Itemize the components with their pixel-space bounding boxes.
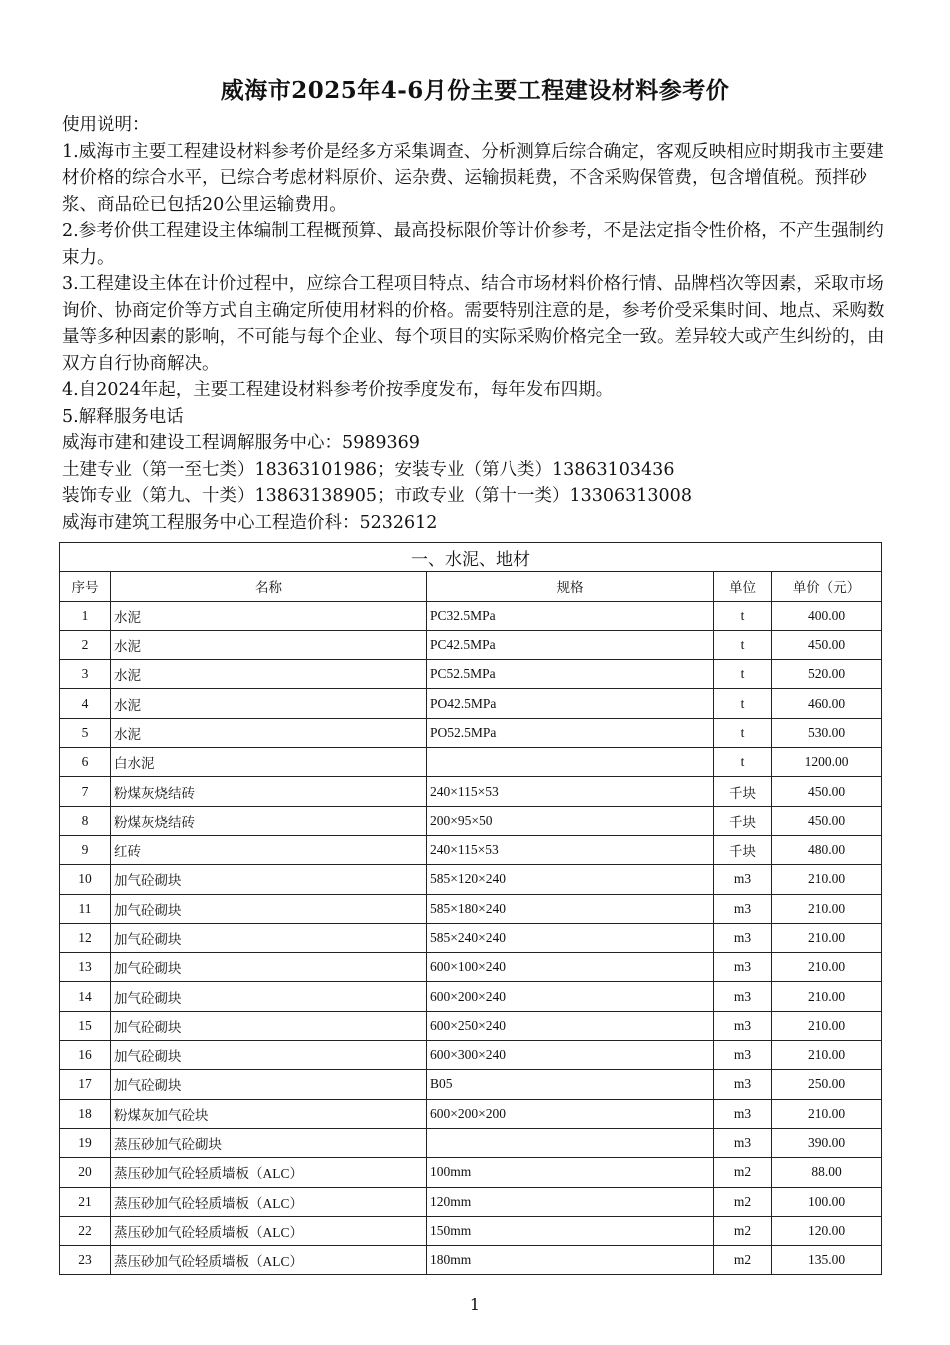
cell-spec: 600×100×240 (427, 953, 714, 982)
cell-no: 1 (60, 601, 111, 630)
table-row (60, 953, 882, 982)
cell-spec: 585×240×240 (427, 923, 714, 952)
cell-no: 18 (60, 1099, 111, 1128)
cell-spec: 600×300×240 (427, 1041, 714, 1070)
cell-name: 加气砼砌块 (111, 1011, 427, 1040)
cell-unit: m3 (714, 1070, 772, 1099)
table-row (60, 1099, 882, 1128)
section-title: 一、水泥、地材 (60, 543, 882, 572)
cell-name: 加气砼砌块 (111, 894, 427, 923)
cell-no: 16 (60, 1041, 111, 1070)
cell-name: 粉煤灰加气砼块 (111, 1099, 427, 1128)
section-header-row (60, 543, 882, 572)
cell-price: 210.00 (772, 865, 882, 894)
column-header-unit: 单位 (714, 572, 772, 601)
cell-unit: t (714, 630, 772, 659)
cell-unit: t (714, 689, 772, 718)
cell-unit: m3 (714, 1128, 772, 1157)
contact-line: 装饰专业（第九、十类）13863138905；市政专业（第十一类）13306313008 (62, 486, 692, 506)
cell-spec: PC32.5MPa (427, 601, 714, 630)
cell-name: 加气砼砌块 (111, 1041, 427, 1070)
cell-price: 390.00 (772, 1128, 882, 1157)
cell-spec: 600×200×240 (427, 982, 714, 1011)
cell-unit: m3 (714, 923, 772, 952)
contact-line: 威海市建和建设工程调解服务中心：5989369 (62, 433, 420, 453)
table-row (60, 894, 882, 923)
column-header-spec: 规格 (427, 572, 714, 601)
note-3: 3.工程建设主体在计价过程中，应综合工程项目特点、结合市场材料价格行情、品牌档次等因素，采取市场询价、协商定价等方式自主确定所使用材料的价格。需要特别注意的是，参考价受采集时间、地点、采购数量等多种因素的影响，不可能与每个企业、每个项目的实际采购价格完全一致。差异较大或产生纠纷的，由双方自行协商解决。 (62, 274, 885, 374)
cell-price: 450.00 (772, 777, 882, 806)
cell-name: 蒸压砂加气砼砌块 (111, 1128, 427, 1157)
cell-unit: t (714, 601, 772, 630)
table-row (60, 689, 882, 718)
cell-spec: 100mm (427, 1158, 714, 1187)
cell-name: 加气砼砌块 (111, 953, 427, 982)
page-title: 威海市2025年4-6月份主要工程建设材料参考价 (220, 77, 730, 104)
cell-spec: 240×115×53 (427, 777, 714, 806)
table-row (60, 982, 882, 1011)
cell-no: 9 (60, 835, 111, 864)
cell-no: 11 (60, 894, 111, 923)
table-row (60, 865, 882, 894)
cell-spec: 120mm (427, 1187, 714, 1216)
cell-no: 17 (60, 1070, 111, 1099)
cell-name: 白水泥 (111, 748, 427, 777)
contact-line: 土建专业（第一至七类）18363101986；安装专业（第八类）13863103436 (62, 459, 675, 480)
cell-price: 480.00 (772, 835, 882, 864)
cell-price: 210.00 (772, 953, 882, 982)
cell-no: 20 (60, 1158, 111, 1187)
cell-name: 加气砼砌块 (111, 865, 427, 894)
cell-spec: B05 (427, 1070, 714, 1099)
cell-name: 粉煤灰烧结砖 (111, 806, 427, 835)
materials-price-table (59, 542, 882, 1275)
cell-price: 530.00 (772, 718, 882, 747)
cell-no: 15 (60, 1011, 111, 1040)
page-number: 1 (469, 1295, 481, 1314)
note-4: 4.自2024年起，主要工程建设材料参考价按季度发布，每年发布四期。 (62, 380, 614, 400)
contact-line: 威海市建筑工程服务中心工程造价科：5232612 (62, 512, 438, 533)
cell-name: 水泥 (111, 718, 427, 747)
cell-name: 红砖 (111, 835, 427, 864)
cell-no: 7 (60, 777, 111, 806)
cell-spec: 150mm (427, 1216, 714, 1245)
cell-price: 450.00 (772, 806, 882, 835)
cell-price: 460.00 (772, 689, 882, 718)
cell-unit: m2 (714, 1216, 772, 1245)
cell-unit: m3 (714, 953, 772, 982)
cell-price: 1200.00 (772, 748, 882, 777)
column-header-row (60, 572, 882, 601)
cell-name: 水泥 (111, 660, 427, 689)
cell-unit: 千块 (714, 806, 772, 835)
cell-unit: m3 (714, 982, 772, 1011)
cell-name: 粉煤灰烧结砖 (111, 777, 427, 806)
cell-spec: 585×180×240 (427, 894, 714, 923)
table-row (60, 1041, 882, 1070)
cell-name: 加气砼砌块 (111, 1070, 427, 1099)
cell-unit: m3 (714, 865, 772, 894)
table-row (60, 1070, 882, 1099)
table-row (60, 1187, 882, 1216)
cell-spec: 240×115×53 (427, 835, 714, 864)
cell-no: 8 (60, 806, 111, 835)
cell-no: 22 (60, 1216, 111, 1245)
cell-spec: PO42.5MPa (427, 689, 714, 718)
cell-spec: 180mm (427, 1246, 714, 1275)
cell-unit: m3 (714, 894, 772, 923)
cell-no: 21 (60, 1187, 111, 1216)
cell-unit: 千块 (714, 777, 772, 806)
instructions-heading: 使用说明： (62, 115, 150, 135)
cell-unit: t (714, 660, 772, 689)
cell-no: 3 (60, 660, 111, 689)
cell-price: 400.00 (772, 601, 882, 630)
cell-name: 蒸压砂加气砼轻质墙板（ALC） (111, 1158, 427, 1187)
cell-no: 19 (60, 1128, 111, 1157)
cell-spec: PC42.5MPa (427, 630, 714, 659)
cell-unit: t (714, 718, 772, 747)
cell-price: 88.00 (772, 1158, 882, 1187)
cell-name: 加气砼砌块 (111, 982, 427, 1011)
cell-price: 210.00 (772, 1041, 882, 1070)
cell-name: 水泥 (111, 689, 427, 718)
cell-name: 加气砼砌块 (111, 923, 427, 952)
cell-unit: m2 (714, 1187, 772, 1216)
cell-price: 210.00 (772, 982, 882, 1011)
table-row (60, 1216, 882, 1245)
cell-price: 210.00 (772, 923, 882, 952)
cell-name: 水泥 (111, 601, 427, 630)
cell-unit: m3 (714, 1011, 772, 1040)
cell-unit: m3 (714, 1041, 772, 1070)
instructions (62, 112, 892, 536)
cell-price: 450.00 (772, 630, 882, 659)
cell-no: 5 (60, 718, 111, 747)
table-row (60, 1246, 882, 1275)
table-body (60, 601, 882, 1275)
cell-price: 210.00 (772, 894, 882, 923)
table-row (60, 630, 882, 659)
column-header-no: 序号 (60, 572, 111, 601)
column-header-name: 名称 (111, 572, 427, 601)
cell-spec (427, 1128, 714, 1157)
cell-unit: m2 (714, 1246, 772, 1275)
cell-name: 水泥 (111, 630, 427, 659)
table-row (60, 718, 882, 747)
cell-unit: 千块 (714, 835, 772, 864)
column-header-price: 单价（元） (772, 572, 882, 601)
cell-spec: 600×250×240 (427, 1011, 714, 1040)
table-row (60, 1158, 882, 1187)
table-row (60, 1011, 882, 1040)
cell-price: 120.00 (772, 1216, 882, 1245)
cell-name: 蒸压砂加气砼轻质墙板（ALC） (111, 1216, 427, 1245)
cell-no: 10 (60, 865, 111, 894)
note-2: 2.参考价供工程建设主体编制工程概预算、最高投标限价等计价参考，不是法定指令性价格，不产生强制约束力。 (62, 221, 884, 268)
table-row (60, 923, 882, 952)
note-5: 5.解释服务电话 (62, 406, 184, 427)
cell-no: 13 (60, 953, 111, 982)
cell-no: 6 (60, 748, 111, 777)
cell-spec: 200×95×50 (427, 806, 714, 835)
table-row (60, 748, 882, 777)
cell-no: 2 (60, 630, 111, 659)
cell-no: 4 (60, 689, 111, 718)
cell-spec: 600×200×200 (427, 1099, 714, 1128)
cell-spec: PC52.5MPa (427, 660, 714, 689)
table-row (60, 806, 882, 835)
cell-price: 210.00 (772, 1011, 882, 1040)
cell-price: 250.00 (772, 1070, 882, 1099)
cell-no: 14 (60, 982, 111, 1011)
cell-no: 12 (60, 923, 111, 952)
table-row (60, 660, 882, 689)
cell-name: 蒸压砂加气砼轻质墙板（ALC） (111, 1246, 427, 1275)
cell-price: 135.00 (772, 1246, 882, 1275)
note-1: 1.威海市主要工程建设材料参考价是经多方采集调查、分析测算后综合确定，客观反映相应时期我市主要建材价格的综合水平，已综合考虑材料原价、运杂费、运输损耗费，不含采购保管费，包含增值税。预拌砂浆、商品砼已包括20公里运输费用。 (62, 141, 884, 215)
cell-spec: 585×120×240 (427, 865, 714, 894)
cell-price: 210.00 (772, 1099, 882, 1128)
table-row (60, 777, 882, 806)
cell-unit: m2 (714, 1158, 772, 1187)
cell-unit: m3 (714, 1099, 772, 1128)
cell-spec: PO52.5MPa (427, 718, 714, 747)
table-row (60, 601, 882, 630)
cell-name: 蒸压砂加气砼轻质墙板（ALC） (111, 1187, 427, 1216)
table-row (60, 835, 882, 864)
cell-spec (427, 748, 714, 777)
cell-price: 520.00 (772, 660, 882, 689)
table-row (60, 1128, 882, 1157)
cell-unit: t (714, 748, 772, 777)
cell-price: 100.00 (772, 1187, 882, 1216)
cell-no: 23 (60, 1246, 111, 1275)
